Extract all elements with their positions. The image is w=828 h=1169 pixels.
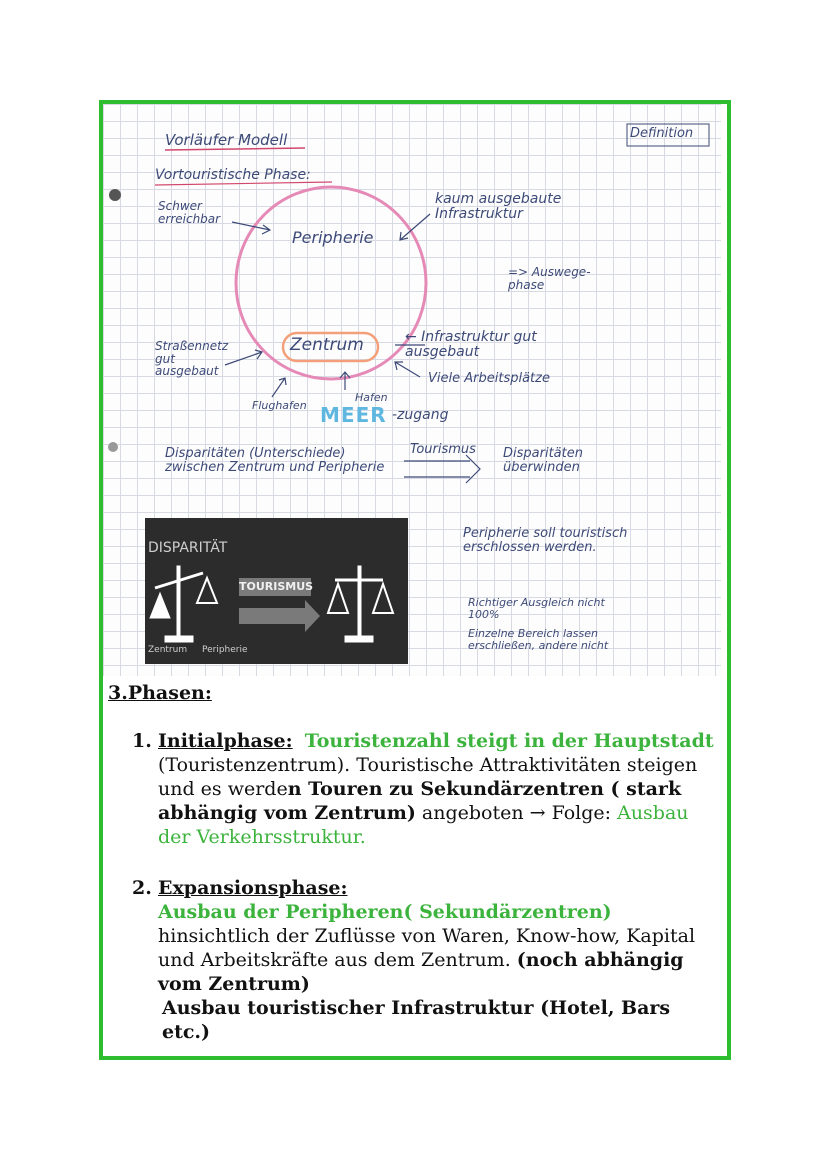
left-scale-pole xyxy=(177,566,180,636)
phase-1-title: Initialphase: xyxy=(158,730,293,752)
note-peripherie-soll: Peripherie soll touristisch erschlossen werden. xyxy=(463,526,628,555)
phase-1-result: Ausbau der Verkehrsstruktur. xyxy=(158,802,689,848)
phase-2-infrastructure: Ausbau touristischer Infrastruktur (Hotel, Bars etc.) xyxy=(162,997,671,1043)
note-peripherie: Peripherie xyxy=(292,228,374,247)
left-scale-base xyxy=(165,636,193,642)
phase-2-highlight: Ausbau der Peripheren( Sekundärzentren) xyxy=(158,901,612,923)
phase-1-bold: n Touren zu Sekundärzentren ( stark abhängig vom Zentrum) xyxy=(158,778,682,824)
note-strassen: Straßennetz gut ausgebaut xyxy=(155,339,229,379)
note-einzelne: Einzelne Bereich lassen erschließen, andere nicht xyxy=(468,627,609,652)
note-infra: ← Infrastruktur gut ausgebaut xyxy=(405,329,537,360)
image-title: DISPARITÄT xyxy=(148,540,228,556)
right-scale-pan-right xyxy=(373,584,393,613)
note-auswege: => Auswege-phase xyxy=(508,265,591,292)
note-meer: MEER xyxy=(320,403,387,427)
note-disparitaeten: Disparitäten (Unterschiede) zwischen Zentrum und Peripherie xyxy=(165,446,385,475)
phase-2-bold: (noch abhängig vom Zentrum) xyxy=(158,949,684,995)
right-scale-pole xyxy=(358,566,361,636)
arrow-graphic xyxy=(239,600,320,632)
arrow-flug xyxy=(272,378,286,397)
phase-2-body: hinsichtlich der Zuflüsse von Waren, Know-how, Kapital und Arbeitskräfte aus dem Zentrum. xyxy=(158,925,696,971)
phase-1-number: 1. xyxy=(132,730,152,752)
phase-label: Vortouristische Phase: xyxy=(155,167,311,183)
phase-1-highlight: Touristenzahl steigt in der Hauptstadt xyxy=(304,730,714,752)
phase-2-text xyxy=(158,876,718,1044)
punch-hole xyxy=(109,189,121,201)
punch-hole xyxy=(108,442,118,452)
image-zentrum-label: Zentrum xyxy=(148,645,188,655)
note-arbeit: Viele Arbeitsplätze xyxy=(428,371,550,386)
note-hafen: Hafen xyxy=(355,391,388,404)
note-kaum: kaum ausgebaute Infrastruktur xyxy=(435,191,562,222)
arrow-tourismus xyxy=(404,455,480,483)
left-scale-pan-high xyxy=(197,578,217,603)
disparitaet-image xyxy=(145,518,408,664)
note-tourismus: Tourismus xyxy=(410,442,476,457)
phase-1-body-2: angeboten → Folge: xyxy=(415,802,618,824)
phase-2-title: Expansionsphase: xyxy=(158,877,348,899)
note-zentrum: Zentrum xyxy=(290,335,364,355)
right-scale-base xyxy=(345,636,373,642)
image-tourismus-label: TOURISMUS xyxy=(239,578,311,596)
section-heading: 3.Phasen: xyxy=(108,682,212,704)
image-peripherie-label: Peripherie xyxy=(202,645,248,655)
notes-title: Vorläufer Modell xyxy=(165,131,288,149)
note-schwer: Schwer erreichbar xyxy=(158,199,221,226)
note-disp-ueberwinden: Disparitäten überwinden xyxy=(503,446,583,475)
note-zugang: -zugang xyxy=(392,407,449,423)
arrow-arbeit xyxy=(395,362,420,377)
phase-1-text xyxy=(158,729,718,849)
left-scale-pan-low xyxy=(150,593,170,618)
definition-label: Definition xyxy=(630,126,694,141)
phase-2-number: 2. xyxy=(132,877,152,899)
phase-1-body: (Touristenzentrum). Touristische Attraktivitäten steigen und es werde xyxy=(158,754,698,800)
note-flug: Flughafen xyxy=(252,399,307,412)
note-richtiger: Richtiger Ausgleich nicht 100% xyxy=(468,596,605,621)
arrow-hafen xyxy=(340,372,350,390)
right-scale-pan-left xyxy=(328,584,348,613)
